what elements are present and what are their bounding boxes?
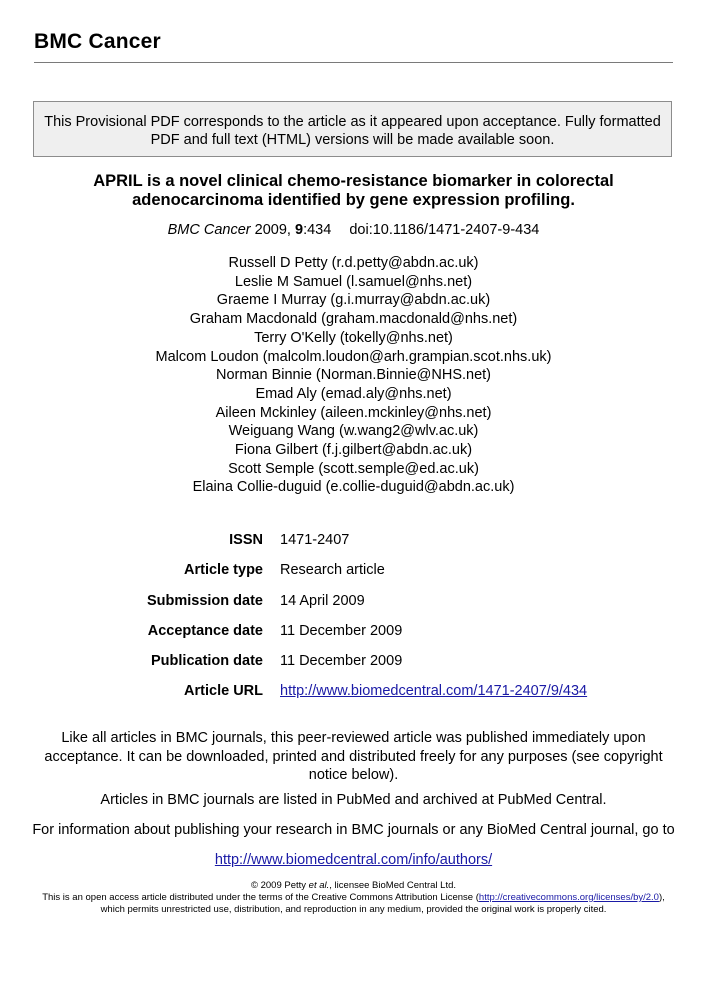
paragraph-line: Like all articles in BMC journals, this peer-reviewed article was published immediately upon: [61, 730, 646, 746]
author-item: Emad Aly (emad.aly@nhs.net): [255, 385, 452, 402]
authors-info-link-line: [30, 851, 677, 870]
meta-row-article-url: [0, 683, 707, 701]
author-item: Aileen Mckinley (aileen.mckinley@nhs.net): [215, 404, 492, 421]
copyright-etal: et al.: [308, 880, 330, 891]
license-link[interactable]: http://creativecommons.org/licenses/by/2.0: [478, 892, 659, 903]
citation-pages: :434: [303, 222, 332, 238]
author-item: Graham Macdonald (graham.macdonald@nhs.net): [189, 311, 518, 328]
author-item: Elaina Collie-duguid (e.collie-duguid@abdn.ac.uk): [192, 479, 515, 496]
article-url-link[interactable]: http://www.biomedcentral.com/1471-2407/9/434: [280, 683, 588, 699]
header-divider: [34, 62, 673, 63]
citation-doi: doi:10.1186/1471-2407-9-434: [349, 222, 540, 238]
citation-journal: BMC Cancer: [167, 222, 251, 238]
meta-row-publication-date: [0, 653, 707, 671]
meta-label: Acceptance date: [147, 623, 263, 639]
paragraph-line: notice below).: [308, 767, 399, 783]
provisional-notice-box: [33, 101, 672, 157]
paragraph-line: For information about publishing your research in BMC journals or any BioMed Central journal, go to: [32, 822, 675, 838]
meta-value: 1471-2407: [280, 532, 350, 548]
author-item: Scott Semple (scott.semple@ed.ac.uk): [228, 460, 479, 477]
citation-volume: 9: [295, 222, 304, 238]
meta-row-acceptance-date: [0, 623, 707, 641]
meta-value: 14 April 2009: [280, 593, 365, 609]
copyright-post: , licensee BioMed Central Ltd.: [329, 880, 457, 891]
copyright-line: [0, 880, 707, 892]
notice-line-2: PDF and full text (HTML) versions will be made available soon.: [150, 132, 555, 148]
meta-label: ISSN: [229, 532, 263, 548]
author-item: Terry O'Kelly (tokelly@nhs.net): [254, 329, 453, 346]
meta-label: Article URL: [184, 683, 263, 699]
article-title-line-1: APRIL is a novel clinical chemo-resistance biomarker in colorectal: [93, 172, 614, 190]
author-item: Leslie M Samuel (l.samuel@nhs.net): [234, 273, 473, 290]
pubmed-paragraph: [30, 791, 677, 810]
authors-info-link[interactable]: http://www.biomedcentral.com/info/authors/: [214, 852, 493, 868]
article-title-line-2: adenocarcinoma identified by gene expression profiling.: [132, 191, 575, 209]
author-item: Russell D Petty (r.d.petty@abdn.ac.uk): [228, 255, 479, 271]
notice-line-1: This Provisional PDF corresponds to the article as it appeared upon acceptance. Fully formatted: [44, 114, 661, 130]
meta-row-submission-date: [0, 593, 707, 611]
paragraph-line: Articles in BMC journals are listed in PubMed and archived at PubMed Central.: [100, 792, 607, 808]
publishing-info-paragraph: [30, 821, 677, 840]
author-item: Fiona Gilbert (f.j.gilbert@abdn.ac.uk): [234, 442, 473, 459]
author-list: [0, 254, 707, 497]
meta-value: Research article: [280, 562, 385, 578]
article-title: [60, 172, 647, 210]
meta-row-article-type: [0, 562, 707, 580]
copyright-pre: © 2009 Petty: [250, 880, 307, 891]
citation: [0, 222, 707, 238]
license-post: ),: [658, 892, 665, 903]
copyright-footer: [0, 880, 707, 916]
journal-title: BMC Cancer: [34, 30, 161, 53]
meta-label: Submission date: [146, 593, 263, 609]
open-access-paragraph: [30, 729, 677, 785]
author-item: Norman Binnie (Norman.Binnie@NHS.net): [215, 367, 492, 384]
license-pre: This is an open access article distributed under the terms of the Creative Commons Attribution License (: [42, 892, 479, 903]
citation-year: 2009,: [254, 222, 291, 238]
license-line: [0, 892, 707, 904]
author-item: Malcom Loudon (malcolm.loudon@arh.grampian.scot.nhs.uk): [155, 348, 552, 365]
license-terms-line: which permits unrestricted use, distribution, and reproduction in any medium, provided the original work is properly cited.: [100, 904, 607, 915]
author-item: Graeme I Murray (g.i.murray@abdn.ac.uk): [216, 292, 491, 309]
meta-label: Publication date: [151, 653, 263, 669]
meta-label: Article type: [184, 562, 263, 578]
meta-value: 11 December 2009: [280, 623, 403, 639]
meta-row-issn: [0, 532, 707, 550]
author-item: Weiguang Wang (w.wang2@wlv.ac.uk): [228, 423, 479, 440]
paragraph-line: acceptance. It can be downloaded, printed and distributed freely for any purposes (see copyright: [44, 748, 663, 765]
meta-value: 11 December 2009: [280, 653, 403, 669]
